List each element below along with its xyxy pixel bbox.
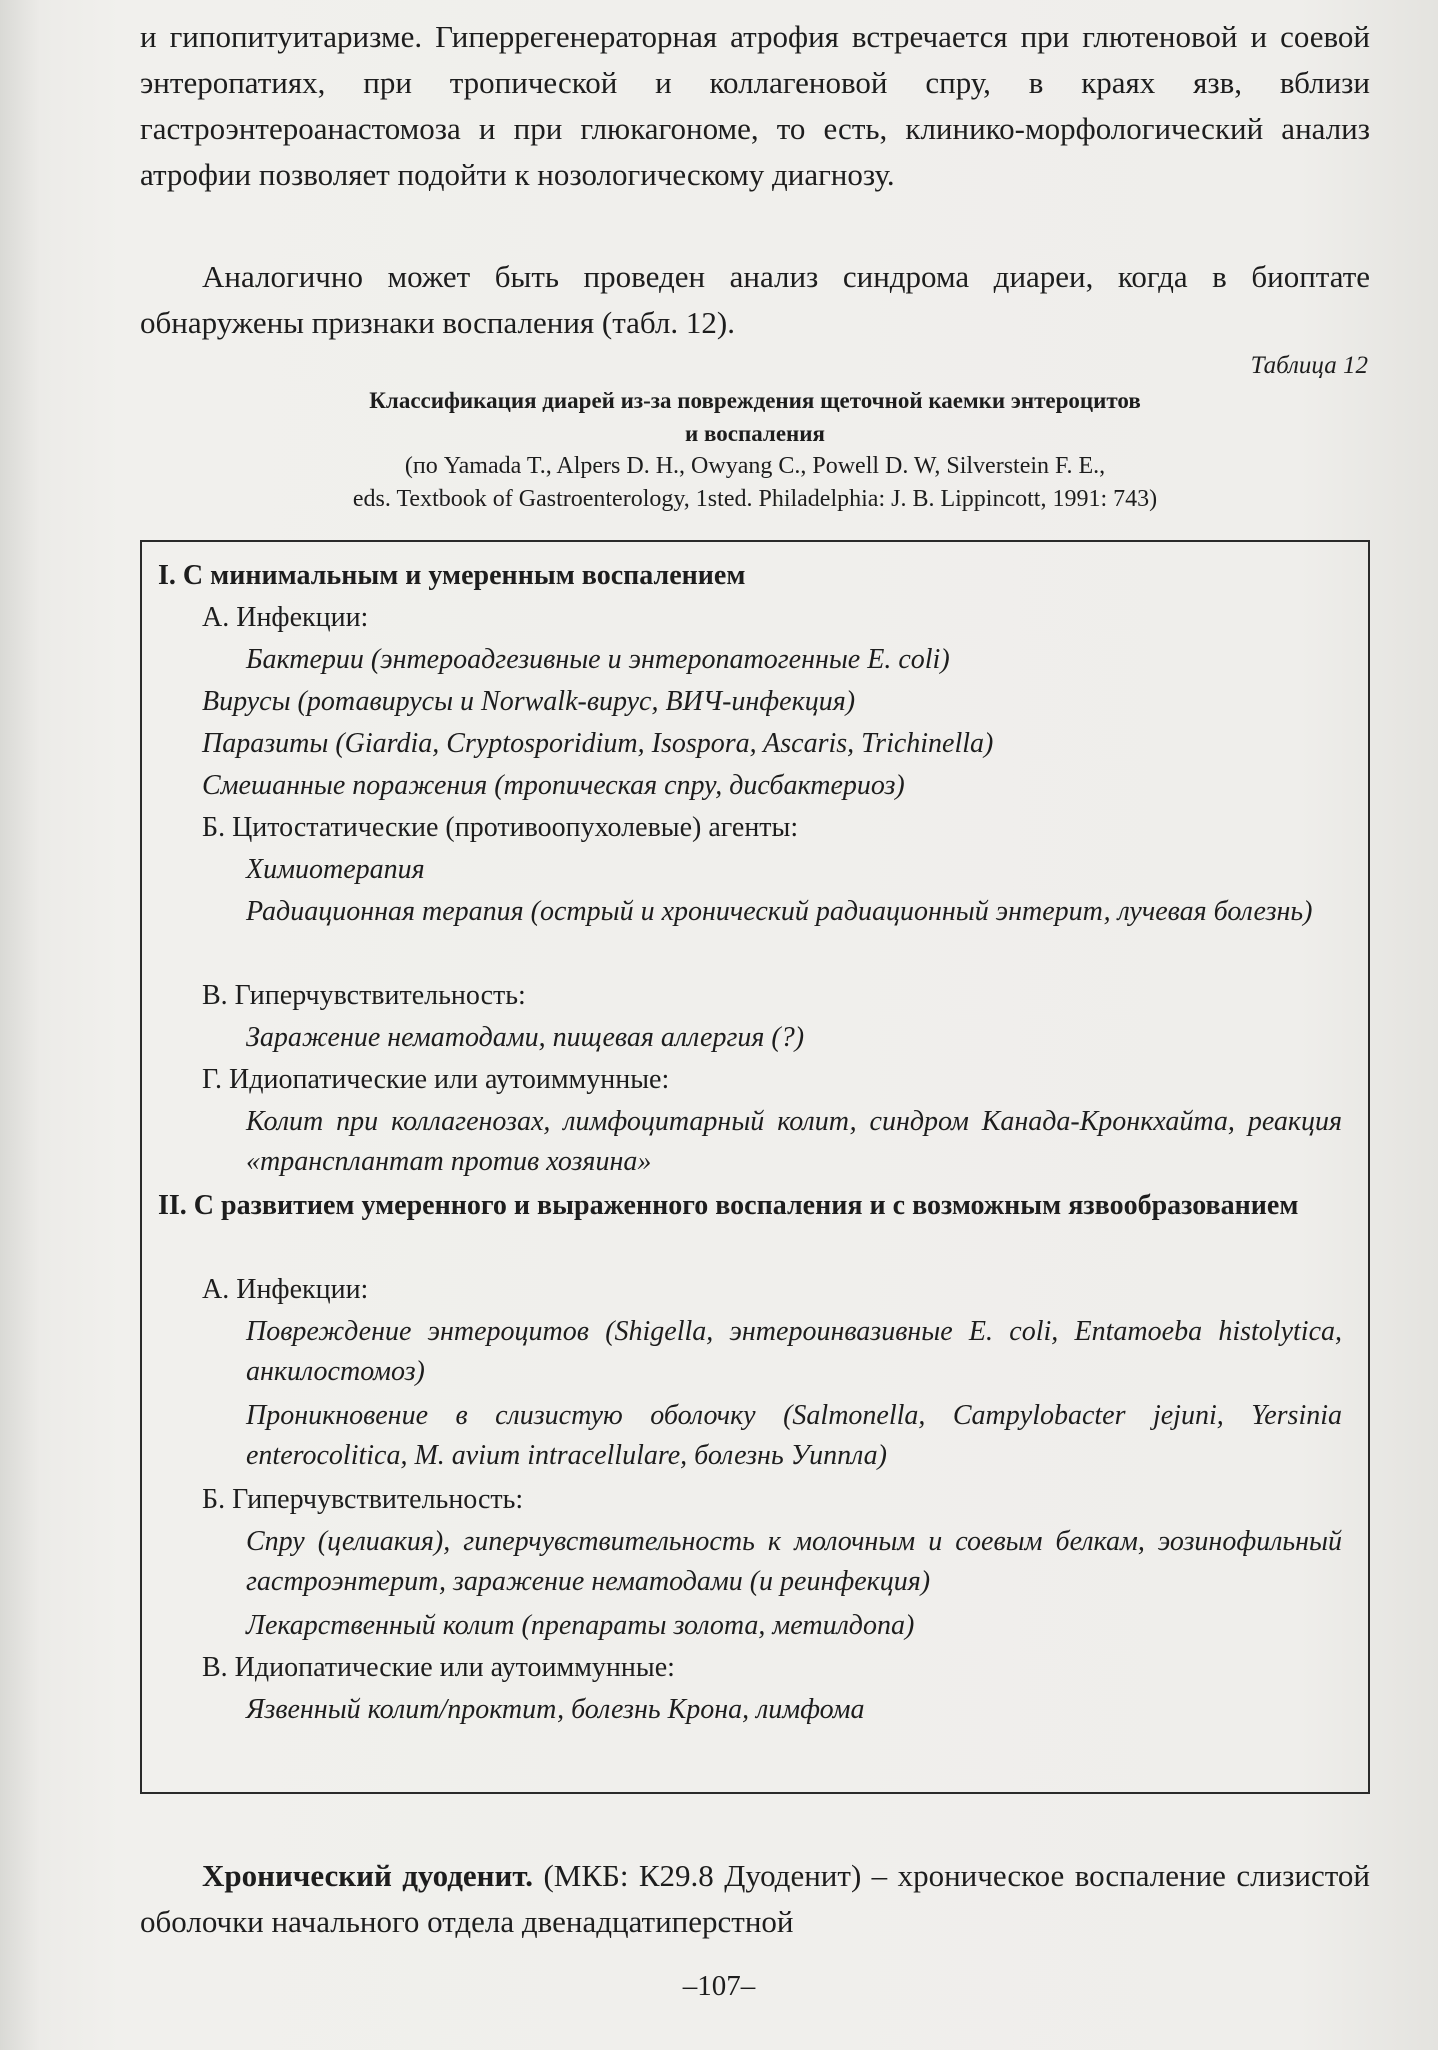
subheading-hypersensitivity-2: Б. Гиперчувствительность: [202, 1484, 524, 1515]
bottom-paragraph [140, 1853, 1370, 1945]
section-heading-2: II. С развитием умеренного и выраженного воспаления и с возможным язвообразованием [158, 1190, 1299, 1221]
item-bacteria: Бактерии (энтероадгезивные и энтеропатогенные E. coli) [246, 644, 950, 675]
table-caption [140, 384, 1370, 516]
item-viruses: Вирусы (ротавирусы и Norwalk-вирус, ВИЧ-инфекция) [202, 686, 856, 717]
subheading-infections-2: А. Инфекции: [202, 1274, 369, 1305]
subheading-hypersensitivity-1: В. Гиперчувствительность: [202, 980, 526, 1011]
second-paragraph: Аналогично может быть проведен анализ синдрома диареи, когда в биоптате обнаружены признаки воспаления (табл. 12). [140, 259, 1370, 340]
item-collagenosis: Колит при коллагенозах, лимфоцитарный колит, синдром Канада-Кронкхайта, реакция «трансплантат против хозяина» [246, 1106, 1342, 1177]
item-mixed: Смешанные поражения (тропическая спру, дисбактериоз) [202, 770, 905, 801]
classification-table [140, 540, 1370, 1794]
table-number: Таблица 12 [1250, 352, 1368, 379]
table-title-line2: и воспаления [685, 421, 825, 446]
subheading-infections-1: А. Инфекции: [202, 602, 369, 633]
subheading-idiopathic-2: В. Идиопатические или аутоиммунные: [202, 1652, 675, 1683]
item-chemotherapy: Химиотерапия [246, 854, 425, 885]
item-radiation: Радиационная терапия (острый и хронический радиационный энтерит, лучевая болезнь) [246, 896, 1313, 927]
subheading-idiopathic-1: Г. Идиопатические или аутоиммунные: [202, 1064, 670, 1095]
page-number: –107– [682, 1970, 756, 2002]
item-drug-colitis: Лекарственный колит (препараты золота, метилдопа) [246, 1610, 915, 1641]
item-enterocyte-damage: Повреждение энтероцитов (Shigella, энтероинвазивные E. coli, Entamoeba histolytica, анкилостомоз) [246, 1316, 1342, 1387]
item-parasites: Паразиты (Giardia, Cryptosporidium, Isospora, Ascaris, Trichinella) [202, 728, 994, 759]
intro-paragraph: и гипопитуитаризме. Гиперрегенераторная атрофия встречается при глютеновой и соевой энтеропатиях, при тропической и коллагеновой спру, в краях язв, вблизи гастроэнтероанастомоза и при глюкагономе, то есть, клинико-морфологический анализ атрофии позволяет подойти к нозологическому диагнозу. [140, 19, 1370, 192]
subheading-cytostatic: Б. Цитостатические (противоопухолевые) агенты: [202, 812, 799, 843]
table-source-line2: eds. Textbook of Gastroenterology, 1sted. Philadelphia: J. B. Lippincott, 1991: 743) [352, 486, 1158, 512]
table-title-line1: Классификация диарей из-за повреждения щеточной каемки энтероцитов [369, 388, 1141, 413]
item-ulcerative-colitis: Язвенный колит/проктит, болезнь Крона, лимфома [246, 1694, 865, 1725]
item-mucosa-penetration: Проникновение в слизистую оболочку (Salmonella, Campylobacter jejuni, Yersinia enterocolitica, M. avium intracellulare, болезнь Уиппла) [246, 1400, 1342, 1471]
section-heading-1: I. С минимальным и умеренным воспалением [158, 560, 746, 591]
item-sprue: Спру (целиакия), гиперчувствительность к молочным и соевым белкам, эозинофильный гастроэнтерит, заражение нематодами (и реинфекция) [246, 1526, 1342, 1597]
table-source-line1: (по Yamada T., Alpers D. H., Owyang C., Powell D. W, Silverstein F. E., [404, 453, 1106, 479]
duodenitis-definition: (МКБ: К29.8 Дуоденит) – хроническое воспаление слизистой оболочки начального отдела двенадцатиперстной [140, 1858, 1370, 1939]
term-duodenitis: Хронический дуоденит. [202, 1858, 534, 1893]
item-nematodes: Заражение нематодами, пищевая аллергия (?) [246, 1022, 805, 1053]
